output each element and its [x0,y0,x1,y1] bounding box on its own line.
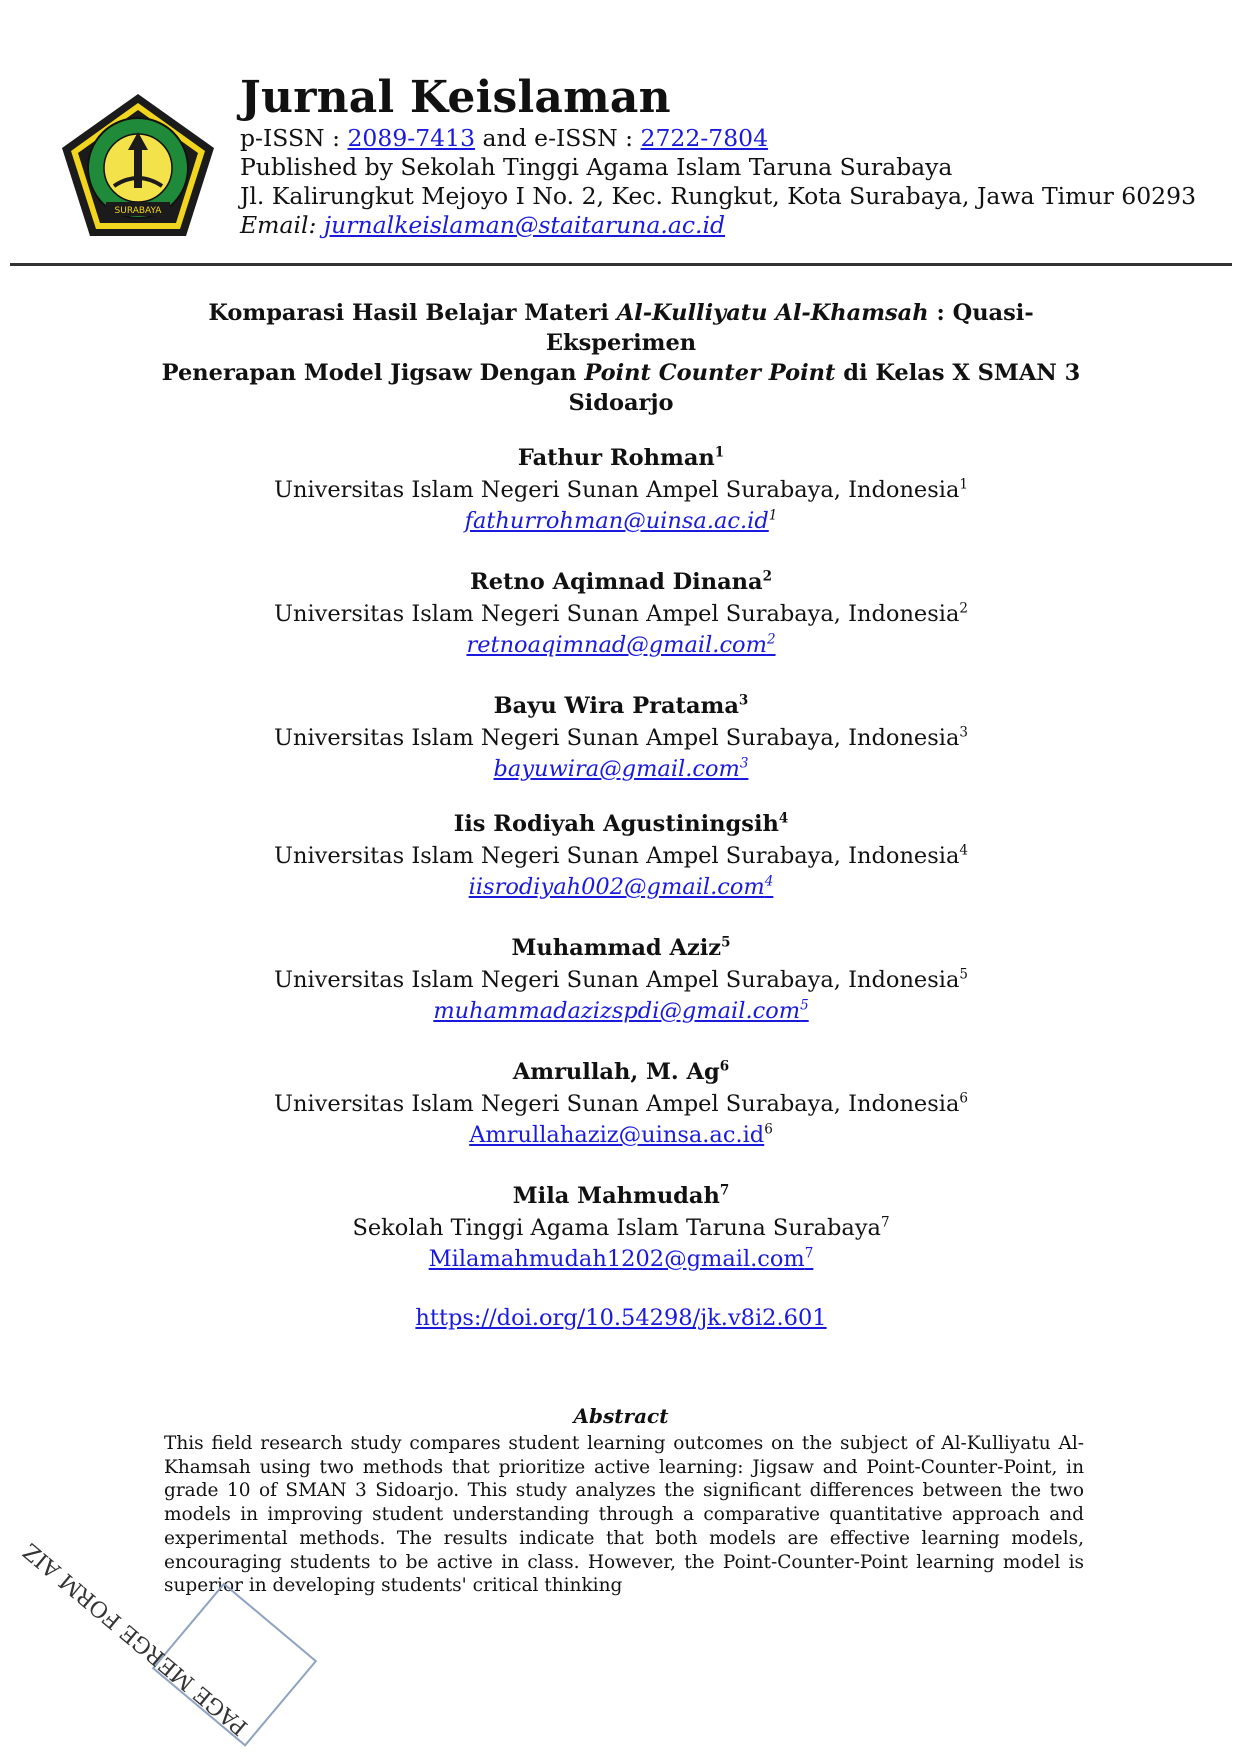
email-line [240,211,725,239]
author-block [0,567,1242,661]
author-email [0,754,1242,785]
author-block [0,1181,1242,1275]
issn-line [240,124,768,152]
author-email-link[interactable]: retnoaqimnad@gmail.com$^2$ [466,631,776,658]
author-name: Amrullah, M. Ag$^6$ [512,1058,730,1085]
author-affiliation: Sekolah Tinggi Agama Islam Taruna Surabaya$^7$ [352,1214,890,1241]
author-list [0,443,1242,1331]
author-email-link[interactable]: Amrullahaziz@uinsa.ac.id [469,1122,765,1148]
header-divider [10,263,1232,266]
author-name: Retno Aqimnad Dinana$^2$ [470,568,772,595]
eissn-link[interactable]: 2722-7804 [640,124,769,152]
email-label: Email: [240,211,324,239]
title-part: Komparasi Hasil Belajar Materi [208,300,617,326]
author-email-link[interactable]: iisrodiyah002@gmail.com$^4$ [468,873,774,900]
author-email [0,630,1242,661]
author-email-link[interactable]: fathurrohman@uinsa.ac.id [464,508,769,534]
author-affiliation: Universitas Islam Negeri Sunan Ampel Surabaya, Indonesia$^6$ [274,1090,968,1117]
title-part: : Quasi-Eksperimen [545,300,1034,356]
title-part: Sidoarjo [568,390,674,416]
title-part: Point Counter Point [584,360,836,386]
author-block [0,809,1242,903]
abstract-text: This field research study compares student learning outcomes on the subject of Al-Kulliyatu Al-Khamsah using two methods that prioritize active learning: Jigsaw and Point-Counter-Point, in grade 10 of SMAN 3 Sidoarjo. This study analyzes the significant differences between the two models in improving student understanding through a comparative quantitative approach and experimental methods. The results indicate that both models are effective learning models, encouraging students to be active in class. However, the Point-Counter-Point learning model is superior in developing students' critical thinking [164,1433,1084,1597]
pissn-label: p-ISSN : [240,124,348,152]
author-email [0,996,1242,1027]
author-name: Fathur Rohman$^1$ [517,444,725,471]
paper-title [150,298,1092,418]
author-name: Muhammad Aziz$^5$ [511,934,731,961]
author-email [0,872,1242,903]
author-block [0,933,1242,1027]
author-email-link[interactable]: Milamahmudah1202@gmail.com$^7$ [428,1245,814,1272]
pissn-link[interactable]: 2089-7413 [347,124,476,152]
author-email-link[interactable]: bayuwira@gmail.com$^3$ [493,755,749,782]
author-affiliation: Universitas Islam Negeri Sunan Ampel Surabaya, Indonesia$^4$ [274,842,968,869]
author-email-link[interactable]: muhammadazizspdi@gmail.com$^5$ [433,997,809,1024]
author-name: Iis Rodiyah Agustiningsih$^4$ [453,810,789,837]
title-part: di Kelas X SMAN 3 [835,360,1081,386]
author-name: Mila Mahmudah$^7$ [512,1182,730,1209]
address-line: Jl. Kalirungkut Mejoyo I No. 2, Kec. Rungkut, Kota Surabaya, Jawa Timur 60293 [240,182,1197,210]
abstract-heading: Abstract [573,1404,669,1428]
author-affiliation: Universitas Islam Negeri Sunan Ampel Surabaya, Indonesia$^2$ [274,600,968,627]
doi-line [0,1305,1242,1331]
journal-email-link[interactable]: jurnalkeislaman@staitaruna.ac.id [323,211,726,239]
page-merge-stamp-icon [18,1537,320,1750]
stamp-text: PAGE MERGE FORM AIZ [18,1537,253,1740]
author-affiliation: Universitas Islam Negeri Sunan Ampel Surabaya, Indonesia$^5$ [274,966,968,993]
author-email [0,1244,1242,1275]
author-name: Bayu Wira Pratama$^3$ [493,692,749,719]
publisher-line: Published by Sekolah Tinggi Agama Islam Taruna Surabaya [240,153,953,181]
author-email: $fathurrohman@uinsa.ac.id^1$ [464,507,778,534]
doi-link[interactable]: https://doi.org/10.54298/jk.v8i2.601 [415,1305,827,1331]
eissn-label: and e-ISSN : [475,124,641,152]
logo-bottom-text: SURABAYA [114,206,162,216]
title-part: Penerapan Model Jigsaw Dengan [161,360,585,386]
author-email: $Amrullahaziz@uinsa.ac.id^6$ [469,1121,773,1148]
author-block [0,691,1242,785]
author-affiliation: Universitas Islam Negeri Sunan Ampel Surabaya, Indonesia$^1$ [274,476,968,503]
author-block [0,443,1242,537]
journal-name: Jurnal Keislaman [240,72,671,123]
title-part: Al-Kulliyatu Al-Khamsah [616,300,929,326]
author-affiliation: Universitas Islam Negeri Sunan Ampel Surabaya, Indonesia$^3$ [274,724,968,751]
journal-logo-icon [58,90,218,240]
journal-header [0,0,1242,270]
author-block [0,1057,1242,1151]
